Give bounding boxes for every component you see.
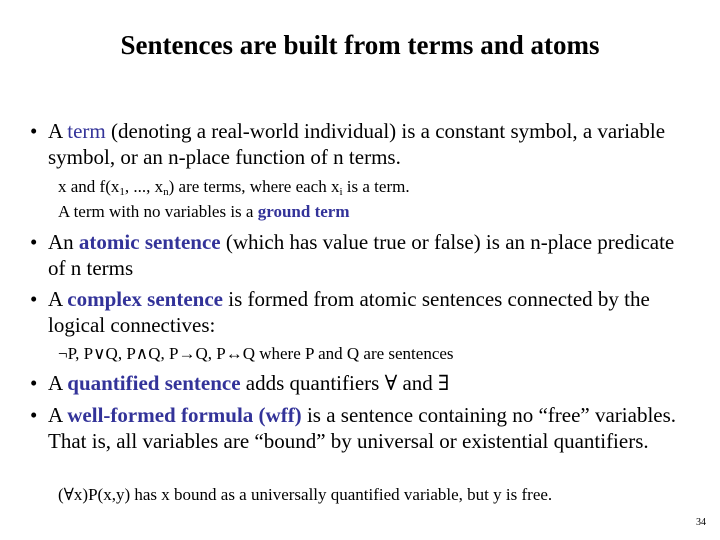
subscript: i [339, 186, 343, 198]
text: A [48, 119, 68, 143]
text: A [48, 287, 68, 311]
highlight-quantified-sentence: quantified sentence [67, 371, 241, 395]
bullet-wff [30, 402, 688, 454]
text: A [48, 403, 68, 427]
subline-ground-term [58, 201, 698, 223]
subline-wff-example: (∀x)P(x,y) has x bound as a universally quantified variable, but y is free. [58, 485, 553, 504]
text: A term with no variables is a [58, 202, 258, 221]
highlight-term: term [67, 119, 106, 143]
subscript: n [163, 186, 169, 198]
highlight-complex-sentence: complex sentence [67, 287, 223, 311]
bullet-atomic [30, 229, 688, 281]
text: ) are terms, where each x [168, 177, 340, 196]
bullet-dot: • [30, 371, 38, 395]
text: is a sentence containing no “free” variables. That is, all variables are “bound” by universal or existential quantifiers. [48, 403, 677, 453]
bullet-dot: • [30, 403, 38, 427]
slide-title: Sentences are built from terms and atoms [120, 30, 600, 60]
bullet-complex [30, 286, 688, 338]
text: (denoting a real-world individual) is a constant symbol, a variable symbol, or an n-place function of n terms. [48, 119, 666, 169]
subline-term-example [58, 176, 698, 198]
text: is formed from atomic sentences connected by the logical connectives: [48, 287, 650, 337]
text: adds quantifiers ∀ and ∃ [240, 371, 450, 395]
text: An [48, 230, 79, 254]
page-number: 34 [696, 517, 706, 528]
highlight-wff: well-formed formula (wff) [67, 403, 302, 427]
highlight-ground-term: ground term [257, 202, 350, 221]
text: A [48, 371, 68, 395]
text: , ..., x [124, 177, 164, 196]
bullet-dot: • [30, 119, 38, 143]
bullet-dot: • [30, 287, 38, 311]
subscript: 1 [119, 186, 125, 198]
bullet-quantified [30, 370, 688, 396]
bullet-term [30, 118, 688, 170]
highlight-atomic-sentence: atomic sentence [78, 230, 221, 254]
text: is a term. [342, 177, 410, 196]
bullet-dot: • [30, 230, 38, 254]
text: (which has value true or false) is an n-place predicate of n terms [48, 230, 675, 280]
text: x and f(x [58, 177, 120, 196]
subline-connectives: ¬P, P∨Q, P∧Q, P→Q, P↔Q where P and Q are sentences [58, 344, 454, 363]
